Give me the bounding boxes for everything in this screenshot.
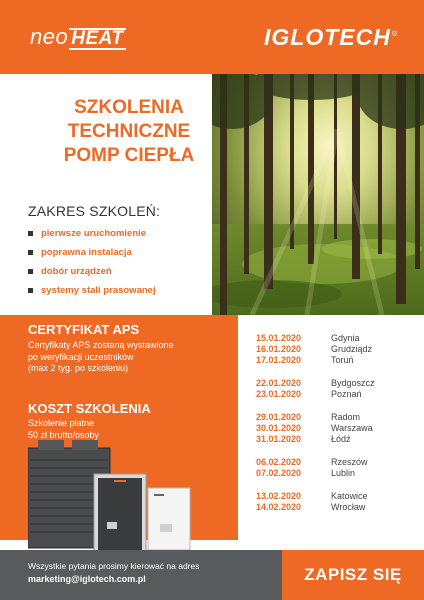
- table-row: [256, 491, 416, 502]
- table-row: [256, 468, 416, 479]
- contact-email-link[interactable]: marketing@iglotech.com.pl: [28, 574, 146, 584]
- list-item: [28, 262, 156, 281]
- schedule-date: 22.01.2020: [256, 378, 302, 388]
- bullet-icon: [28, 288, 33, 293]
- schedule-date: 07.02.2020: [256, 468, 302, 478]
- list-item: [28, 281, 156, 300]
- schedule-city: Toruń: [331, 355, 354, 365]
- scope-item-label: dobór urządzeń: [41, 266, 112, 277]
- table-row: [256, 502, 416, 513]
- bullet-icon: [28, 231, 33, 236]
- table-row: [256, 389, 416, 400]
- cost-text: [28, 418, 228, 441]
- schedule-date: 29.01.2020: [256, 412, 302, 422]
- contact-text: Wszystkie pytania prosimy kierować na adres: [28, 561, 200, 571]
- neoheat-logo: [30, 24, 126, 50]
- certificate-text: [28, 340, 228, 375]
- schedule-list: [256, 333, 416, 513]
- title-line-3: POMP CIEPŁA: [63, 145, 195, 166]
- table-row: [256, 333, 416, 344]
- certificate-line: Certyfikaty APS zostaną wystawione: [28, 340, 174, 350]
- schedule-date: 17.01.2020: [256, 355, 302, 365]
- header-bar: [0, 0, 424, 74]
- logo-neo-text: neo: [30, 24, 69, 49]
- schedule-date: 14.02.2020: [256, 502, 302, 512]
- logo-iglotech-text: IGLOTECH: [263, 24, 391, 50]
- table-row: [256, 434, 416, 445]
- table-row: [256, 412, 416, 423]
- table-row: [256, 378, 416, 389]
- scope-item-label: poprawna instalacja: [41, 247, 132, 258]
- forest-photo: [212, 74, 424, 315]
- certificate-line: (max 2 tyg. po szkoleniu): [28, 363, 129, 373]
- schedule-city: Radom: [331, 412, 361, 422]
- logo-heat-text: HEAT: [71, 28, 124, 49]
- table-row: [256, 423, 416, 434]
- bullet-icon: [28, 269, 33, 274]
- schedule-date: 30.01.2020: [256, 423, 302, 433]
- schedule-city: Rzeszów: [331, 457, 368, 467]
- list-item: [28, 243, 156, 262]
- scope-list: [28, 224, 156, 300]
- schedule-city: Bydgoszcz: [331, 378, 375, 388]
- title-line-1: SZKOLENIA: [74, 97, 184, 118]
- scope-heading: ZAKRES SZKOLEŃ:: [28, 203, 161, 219]
- certificate-heading: CERTYFIKAT APS: [28, 322, 140, 337]
- cost-heading: KOSZT SZKOLENIA: [28, 401, 151, 416]
- schedule-city: Warszawa: [331, 423, 373, 433]
- list-item: [28, 224, 156, 243]
- cost-line: Szkolenie płatne: [28, 418, 95, 428]
- schedule-date: 31.01.2020: [256, 434, 302, 444]
- table-row: [256, 355, 416, 366]
- schedule-city: Katowice: [331, 491, 368, 501]
- schedule-city: Gdynia: [331, 333, 360, 343]
- cost-line: 50 zł brutto/osoby: [28, 429, 100, 440]
- schedule-city: Grudziądz: [331, 344, 373, 354]
- schedule-date: 06.02.2020: [256, 457, 302, 467]
- schedule-date: 16.01.2020: [256, 344, 302, 354]
- schedule-city: Lublin: [331, 468, 356, 478]
- bullet-icon: [28, 250, 33, 255]
- signup-button[interactable]: ZAPISZ SIĘ: [282, 550, 424, 600]
- iglotech-logo: [264, 24, 398, 51]
- table-row: [256, 457, 416, 468]
- schedule-city: Poznań: [331, 389, 362, 399]
- schedule-date: 15.01.2020: [256, 333, 302, 343]
- table-row: [256, 344, 416, 355]
- title-line-2: TECHNICZNE: [67, 121, 191, 142]
- page-title: [44, 96, 214, 168]
- scope-item-label: pierwsze uruchomienie: [41, 228, 147, 239]
- heat-pump-illustration: [28, 440, 218, 560]
- schedule-city: Łódź: [331, 434, 351, 444]
- certificate-line: po weryfikacji uczestników: [28, 351, 134, 362]
- schedule-city: Wrocław: [331, 502, 366, 512]
- registered-mark: ®: [391, 31, 398, 39]
- scope-item-label: systemy stali prasowanej: [41, 285, 156, 296]
- schedule-date: 23.01.2020: [256, 389, 302, 399]
- schedule-date: 13.02.2020: [256, 491, 302, 501]
